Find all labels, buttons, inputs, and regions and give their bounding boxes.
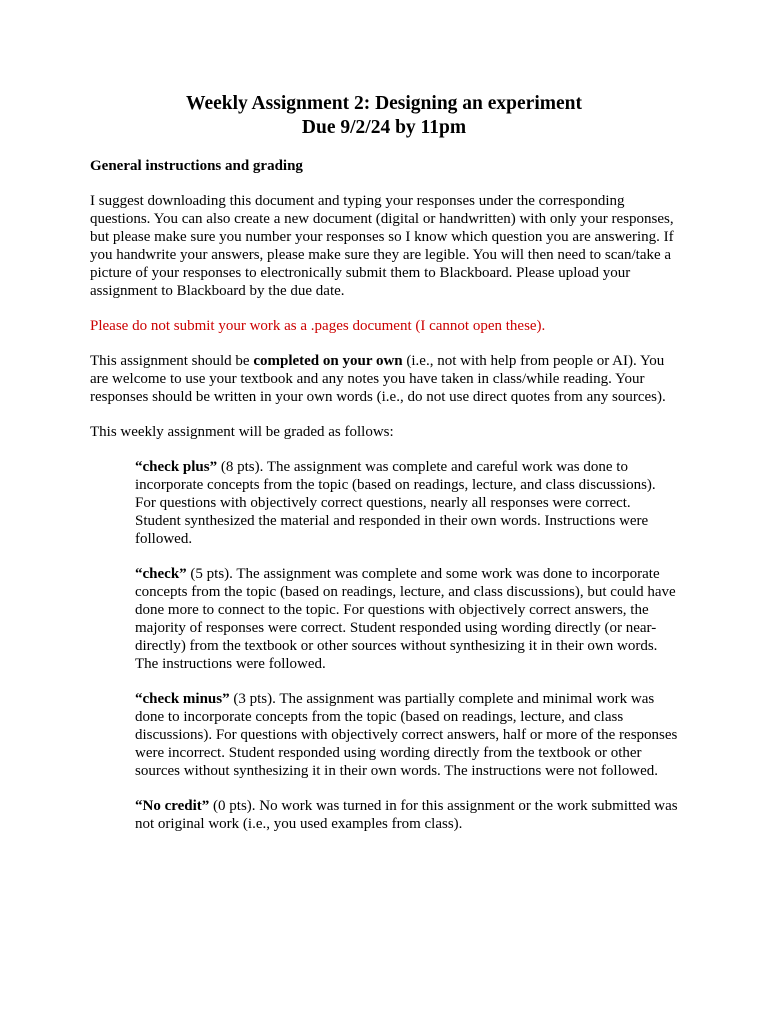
grading-intro: This weekly assignment will be graded as follows: xyxy=(90,424,394,440)
document-title xyxy=(90,92,678,140)
own-work-paragraph xyxy=(90,352,678,406)
grade-check xyxy=(135,565,678,673)
intro-paragraph: I suggest downloading this document and typing your responses under the corresponding questions. You can also create a new document (digital or handwritten) with only your responses, but please make sure you number your responses so I know which question you are answering. If you handwrite your answers, please make sure they are legible. You will then need to scan/take a picture of your responses to electronically submit them to Blackboard. Please upload your assignment to Blackboard by the due date. xyxy=(90,193,674,299)
own-work-bold: completed on your own xyxy=(253,353,403,369)
grade-description: (3 pts). The assignment was partially complete and minimal work was done to incorporate concepts from the topic (based on readings, lecture, and class discussions). For questions with objectively correct answers, half or more of the responses were incorrect. Student responded using wording directly from the textbook or other sources without synthesizing it in their own words. The instructions were not followed. xyxy=(135,691,678,779)
grade-label: “check plus” xyxy=(135,459,218,475)
section-heading: General instructions and grading xyxy=(90,158,303,174)
grade-check-plus xyxy=(135,458,678,548)
title-due-date: Due 9/2/24 by 11pm xyxy=(301,117,467,138)
grade-no-credit xyxy=(135,797,678,833)
grading-list xyxy=(135,458,678,833)
grade-description: (0 pts). No work was turned in for this assignment or the work submitted was not original work (i.e., you used examples from class). xyxy=(135,798,678,832)
grade-label: “No credit” xyxy=(135,798,210,814)
own-work-before: This assignment should be xyxy=(90,353,254,369)
title-line-1: Weekly Assignment 2: Designing an experiment xyxy=(186,93,582,114)
grade-check-minus xyxy=(135,690,678,780)
grade-label: “check” xyxy=(135,566,187,582)
pages-warning: Please do not submit your work as a .pages document (I cannot open these). xyxy=(90,318,546,334)
grade-description: (8 pts). The assignment was complete and careful work was done to incorporate concepts from the topic (based on readings, lecture, and class discussions). For questions with objectively correct questions, nearly all responses were correct. Student synthesized the material and responded in their own words. Instructions were followed. xyxy=(135,459,656,547)
grade-label: “check minus” xyxy=(135,691,230,707)
own-work-after: (i.e., not with help from people or AI). You are welcome to use your textbook and any notes you have taken in class/while reading. Your responses should be written in your own words (i.e., do not use direct quotes from any sources). xyxy=(90,353,666,405)
document-page xyxy=(90,92,678,833)
grade-description: (5 pts). The assignment was complete and some work was done to incorporate concepts from the topic (based on readings, lecture, and class discussions), but could have done more to connect to the topic. For questions with objectively correct answers, the majority of responses were correct. Student responded using wording directly (or near-directly) from the textbook or other sources without synthesizing it in their own words. The instructions were followed. xyxy=(135,566,676,672)
